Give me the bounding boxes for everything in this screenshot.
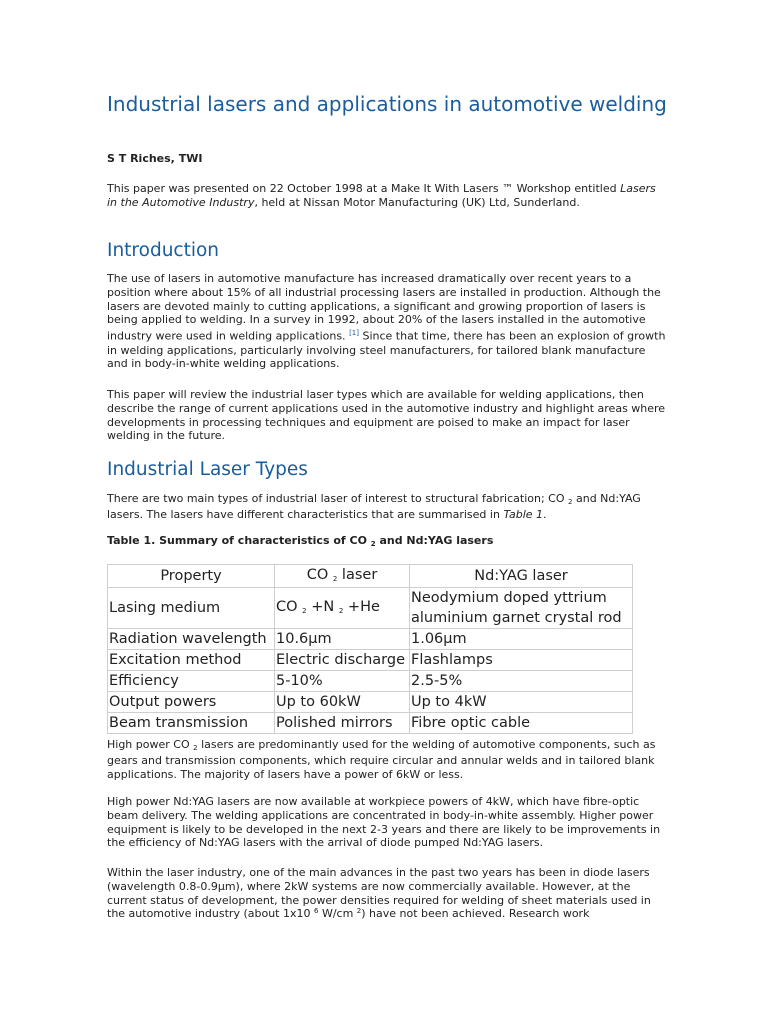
table-row — [108, 671, 633, 692]
diode-lasers-paragraph: Within the laser industry, one of the main advances in the past two years has been in diode lasers (wavelength 0.8-0.9µm), where 2kW systems are now commercially available. However, at the current status of development, the power densities required for welding of sheet materials used in the automotive industry (about 1x10 $^6$ W/cm $^2$) have not been achieved. Research work — [107, 866, 651, 921]
introduction-paragraph-1: The use of lasers in automotive manufacture has increased dramatically over recent years to a position where about 15% of all industrial processing lasers are installed in production. Although the lasers are devoted mainly to cutting applications, a significant and growing proportion of lasers is being applied to welding. In a survey in 1992, about 20% of the lasers installed in the automotive industry were used in welding applications. [1] Since that time, there has been an explosion of growth in welding applications, particularly involving steel manufacturers, for tailored blank manufacture and in body-in-white welding applications. — [107, 272, 666, 371]
laser-characteristics-table — [107, 564, 633, 734]
cell-property: Excitation method — [108, 650, 275, 671]
header-co2: CO $_2$ laser — [275, 565, 410, 588]
header-property: Property — [108, 565, 275, 588]
introduction-heading: Introduction — [107, 240, 220, 261]
laser-types-heading: Industrial Laser Types — [107, 459, 308, 480]
workshop-title: Lasers in the Automotive Industry — [107, 182, 656, 209]
laser-types-paragraph: There are two main types of industrial laser of interest to structural fabrication; CO $_2$ and Nd:YAG lasers. The lasers have different characteristics that are summarised in Table 1. — [107, 492, 641, 521]
table-caption: Table 1. Summary of characteristics of CO $_2$ and Nd:YAG lasers — [107, 534, 494, 548]
cell-ndyag: Flashlamps — [410, 650, 633, 671]
cell-co2: Up to 60kW — [275, 692, 410, 713]
cell-ndyag: 1.06µm — [410, 629, 633, 650]
table-row — [108, 588, 633, 629]
cell-property: Beam transmission — [108, 713, 275, 734]
cell-ndyag: Neodymium doped yttrium aluminium garnet crystal rod — [410, 588, 633, 629]
reference-link-1[interactable]: [1] — [349, 329, 359, 338]
table-row — [108, 629, 633, 650]
co2-applications-paragraph: High power CO $_2$ lasers are predominantly used for the welding of automotive components, such as gears and transmission components, which require circular and annular welds and in tailored blank applications. The majority of lasers have a power of 6kW or less. — [107, 738, 656, 781]
introduction-paragraph-2: This paper will review the industrial laser types which are available for welding applications, then describe the range of current applications used in the automotive industry and highlight areas where developments in processing techniques and equipment are poised to make an impact for laser welding in the future. — [107, 388, 666, 443]
presentation-note: This paper was presented on 22 October 1998 at a Make It With Lasers ™ Workshop entitled Lasers in the Automotive Industry, held at Nissan Motor Manufacturing (UK) Ltd, Sunderland. — [107, 182, 656, 209]
document-title: Industrial lasers and applications in automotive welding — [107, 92, 667, 116]
cell-property: Lasing medium — [108, 588, 275, 629]
author-line: S T Riches, TWI — [107, 152, 203, 165]
table-row — [108, 650, 633, 671]
cell-ndyag: Up to 4kW — [410, 692, 633, 713]
cell-ndyag: Fibre optic cable — [410, 713, 633, 734]
cell-property: Efficiency — [108, 671, 275, 692]
cell-property: Radiation wavelength — [108, 629, 275, 650]
table-header-row — [108, 565, 633, 588]
header-ndyag: Nd:YAG laser — [410, 565, 633, 588]
table-row — [108, 692, 633, 713]
table-row — [108, 713, 633, 734]
cell-co2: 5-10% — [275, 671, 410, 692]
cell-co2: Polished mirrors — [275, 713, 410, 734]
cell-co2: Electric discharge — [275, 650, 410, 671]
cell-co2: CO $_2$ +N $_2$ +He — [275, 588, 410, 629]
cell-ndyag: 2.5-5% — [410, 671, 633, 692]
cell-co2: 10.6µm — [275, 629, 410, 650]
cell-property: Output powers — [108, 692, 275, 713]
ndyag-applications-paragraph: High power Nd:YAG lasers are now available at workpiece powers of 4kW, which have fibre-optic beam delivery. The welding applications are concentrated in body-in-white assembly. Higher power equipment is likely to be developed in the next 2-3 years and there are likely to be improvements in the efficiency of Nd:YAG lasers with the arrival of diode pumped Nd:YAG lasers. — [107, 795, 661, 850]
